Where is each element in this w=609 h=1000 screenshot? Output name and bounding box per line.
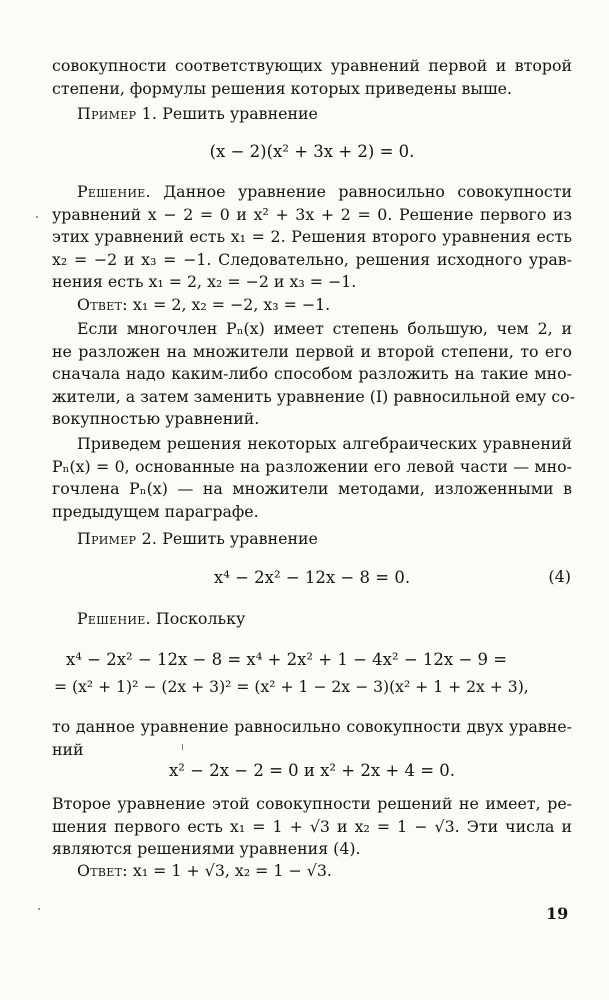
equation-3-line-1: x⁴ − 2x² − 12x − 8 = x⁴ + 2x² + 1 − 4x² − 12x − 9 =: [66, 650, 508, 669]
paragraph-conclusion: [52, 793, 572, 861]
text-line: являются решениями уравнения (4).: [52, 839, 361, 858]
text-line: уравнений x − 2 = 0 и x² + 3x + 2 = 0. Решение первого из: [52, 204, 572, 224]
paragraph-intro: [52, 55, 572, 100]
answer-2-label: Ответ:: [77, 861, 128, 880]
paragraph-equivalence: [52, 716, 572, 761]
paragraph-solutions-intro: [52, 433, 572, 523]
example-1-text: Решить уравнение: [162, 104, 318, 123]
text-line: то данное уравнение равносильно совокупности двух уравне-: [52, 717, 572, 736]
equation-2: [52, 566, 572, 590]
equation-1: (x − 2)(x² + 3x + 2) = 0.: [209, 142, 415, 161]
scan-speck: [36, 216, 38, 218]
text-line: гочлена Pₙ(x) — на множители методами, изложенными в: [52, 479, 572, 498]
scan-speck: [38, 908, 40, 910]
example-1-label: Пример 1.: [77, 104, 158, 123]
paragraph-polynomial: [52, 318, 576, 431]
text-line: степени, формулы решения которых приведены выше.: [52, 78, 513, 98]
answer-2-value: x₁ = 1 + √3, x₂ = 1 − √3.: [132, 861, 332, 880]
text-fragment: Данное уравнение равносильно совокупности: [163, 182, 572, 201]
equation-3-line-2: = (x² + 1)² − (2x + 3)² = (x² + 1 − 2x − 3)(x² + 1 + 2x + 3),: [54, 678, 529, 696]
equation-2-body: x⁴ − 2x² − 12x − 8 = 0.: [213, 568, 411, 587]
example-2-label: Пример 2.: [77, 529, 158, 548]
text-line: совокупности соответствующих уравнений первой и второй: [52, 56, 572, 75]
answer-1-value: x₁ = 2, x₂ = −2, x₃ = −1.: [132, 295, 331, 314]
text-line: Если многочлен Pₙ(x) имеет степень большую, чем 2, и: [77, 319, 572, 338]
text-line: Pₙ(x) = 0, основанные на разложении его левой части — мно-: [52, 456, 572, 476]
solution-2-label: Решение.: [77, 609, 151, 628]
solution-2-text: Поскольку: [155, 609, 246, 628]
solution-1-label: Решение.: [77, 182, 151, 201]
text-line: сначала надо каким-либо способом разложить на такие мно-: [52, 364, 572, 383]
answer-1-label: Ответ:: [77, 295, 128, 314]
example-2-heading: [52, 528, 572, 551]
text-line: предыдущем параграфе.: [52, 501, 259, 521]
text-line: шения первого есть x₁ = 1 + √3 и x₂ = 1 − √3. Эти числа и: [52, 816, 572, 836]
scan-speck: [182, 744, 183, 750]
solution-2-heading: [52, 608, 572, 631]
text-line: этих уравнений есть x₁ = 2. Решения второго уравнения есть: [52, 227, 572, 246]
equation-number: (4): [548, 567, 571, 586]
text-line: [52, 181, 572, 204]
equation-4: x² − 2x − 2 = 0 и x² + 2x + 4 = 0.: [168, 761, 456, 780]
page-number: 19: [546, 904, 569, 923]
answer-1: [52, 294, 572, 317]
text-line: вокупностью уравнений.: [52, 409, 260, 428]
text-line: Второе уравнение этой совокупности решений не имеет, ре-: [52, 794, 572, 813]
example-1-heading: [52, 103, 572, 126]
text-line: x₂ = −2 и x₃ = −1. Следовательно, решения исходного урав-: [52, 249, 572, 269]
text-line: нения есть x₁ = 2, x₂ = −2 и x₃ = −1.: [52, 272, 357, 291]
example-2-text: Решить уравнение: [162, 529, 318, 548]
solution-1: [52, 181, 572, 294]
text-line: жители, а затем заменить уравнение (I) равносильной ему со-: [52, 386, 576, 406]
text-line: Приведем решения некоторых алгебраических уравнений: [77, 434, 572, 453]
text-line: не разложен на множители первой и второй степени, то его: [52, 341, 572, 361]
text-line: ний: [52, 739, 84, 759]
answer-2: [52, 860, 572, 883]
